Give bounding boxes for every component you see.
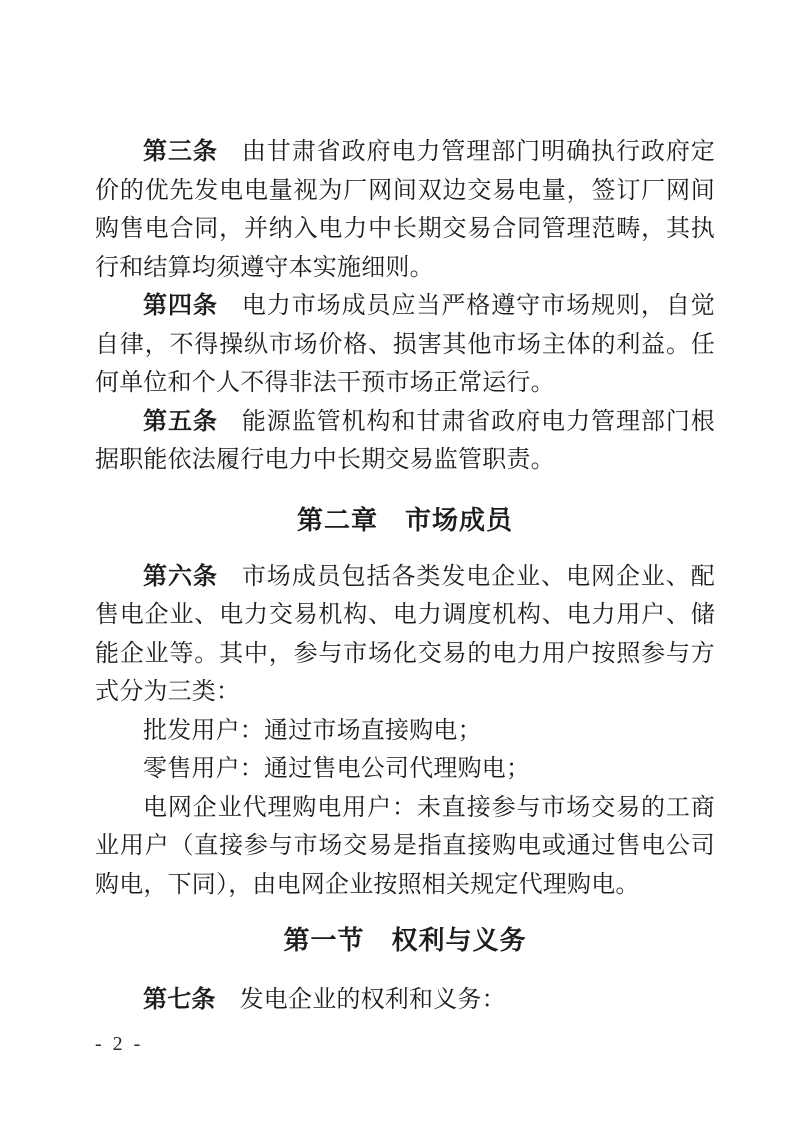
article-6-label: 第六条 <box>143 562 218 590</box>
page-number: - 2 - <box>95 1033 144 1055</box>
article-3-text: 由甘肃省政府电力管理部门明确执行政府定价的优先发电电量视为厂网间双边交易电量，签订厂网间购售电合同，并纳入电力中长期交易合同管理范畴，其执行和结算均须遵守本实施细则。 <box>95 139 715 281</box>
article-4-label: 第四条 <box>143 292 218 319</box>
article-7-text: 发电企业的权利和义务： <box>239 987 506 1013</box>
user-type-grid-agent: 电网企业代理购电用户：未直接参与市场交易的工商业用户（直接参与市场交易是指直接购电或通过售电公司购电，下同），由电网企业按照相关规定代理购电。 <box>95 794 715 898</box>
document-body <box>95 133 715 1020</box>
article-4-text: 电力市场成员应当严格遵守市场规则，自觉自律，不得操纵市场价格、损害其他市场主体的利益。任何单位和个人不得非法干预市场正常运行。 <box>95 293 715 396</box>
article-7-paragraph <box>95 981 715 1020</box>
article-7-label: 第七条 <box>143 986 216 1013</box>
article-5-label: 第五条 <box>143 407 218 435</box>
chapter-2-heading: 第二章 市场成员 <box>296 504 513 535</box>
user-type-retail: 零售用户：通过售电公司代理购电； <box>143 756 531 782</box>
article-3-label: 第三条 <box>143 138 218 165</box>
article-5-paragraph <box>95 403 715 480</box>
article-6-text: 市场成员包括各类发电企业、电网企业、配售电企业、电力交易机构、电力调度机构、电力用户、储能企业等。其中，参与市场化交易的电力用户按照参与方式分为三类： <box>95 563 715 705</box>
article-5-text: 能源监管机构和甘肃省政府电力管理部门根据职能依法履行电力中长期交易监管职责。 <box>95 408 715 473</box>
section-1-heading: 第一节 权利与义务 <box>283 925 527 955</box>
article-3-paragraph <box>95 133 715 287</box>
article-6-paragraph <box>95 558 715 712</box>
user-type-wholesale: 批发用户：通过市场直接购电； <box>143 717 482 744</box>
article-4-paragraph <box>95 287 715 403</box>
